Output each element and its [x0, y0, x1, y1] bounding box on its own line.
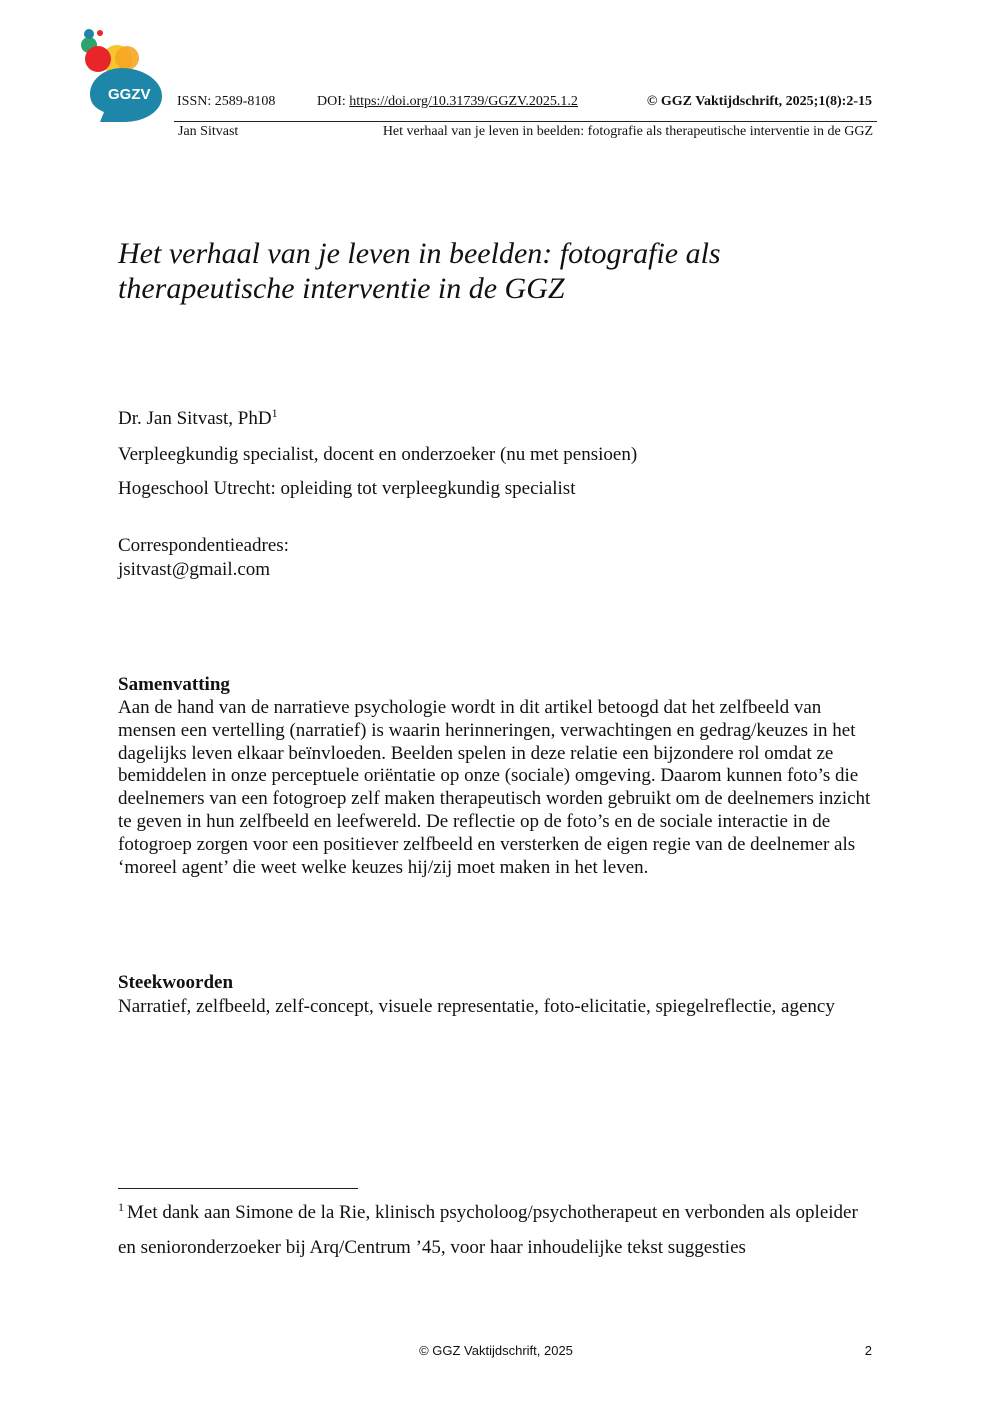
footnote: [118, 1195, 878, 1265]
author-footnote-ref[interactable]: 1: [271, 406, 278, 420]
summary-text: Aan de hand van de narratieve psychologie wordt in dit artikel betoogd dat het zelfbeeld van mensen een vertelling (narratief) is waarin herinneringen, verwachtingen en gedrag/keuzes in het dagelijks leven elkaar beïnvloeden. Beelden spelen in deze relatie een bijzondere rol omdat ze bemiddelen in onze perceptuele oriëntatie op onze (sociale) omgeving. Daarom kunnen foto’s die deelnemers van een fotogroep zelf maken therapeutisch worden gebruikt om de deelnemers inzicht te geven in hun zelfbeeld en leefwereld. De reflectie op de foto’s en de sociale interactie in de fotogroep zorgen voor een positiever zelfbeeld en versterken de eigen regie van de deelnemer als ‘moreel agent’ die weet welke keuzes hij/zij moet maken in het leven.: [118, 697, 871, 878]
doi-label: DOI:: [317, 94, 350, 109]
running-author: Jan Sitvast: [178, 124, 239, 139]
summary-heading: Samenvatting: [118, 674, 230, 695]
footnote-divider: [118, 1188, 358, 1189]
issn: ISSN: 2589-8108: [177, 94, 276, 109]
author-name: [118, 407, 278, 430]
header-divider: [174, 121, 877, 122]
logo-orange-dot: [115, 46, 139, 70]
keywords-text: Narratief, zelfbeeld, zelf-concept, visuele representatie, foto-elicitatie, spiegelreflectie, agency: [118, 996, 835, 1017]
doi-link[interactable]: https://doi.org/10.31739/GGZV.2025.1.2: [349, 94, 578, 109]
journal-copyright: © GGZ Vaktijdschrift, 2025;1(8):2-15: [646, 94, 872, 109]
journal-header: [177, 94, 872, 112]
author-role: Verpleegkundig specialist, docent en onderzoeker (nu met pensioen): [118, 444, 638, 465]
article-title: [118, 236, 838, 306]
page-footer: [0, 1343, 992, 1359]
footer-copyright: © GGZ Vaktijdschrift, 2025: [419, 1343, 573, 1358]
footnote-marker: 1: [118, 1200, 124, 1214]
keywords-heading: Steekwoorden: [118, 972, 234, 993]
doi: [317, 94, 578, 110]
page-number: 2: [864, 1343, 872, 1358]
footnote-text: Met dank aan Simone de la Rie, klinisch psycholoog/psychotherapeut en verbonden als opleider en senioronderzoeker bij Arq/Centrum ’45, voor haar inhoudelijke tekst suggesties: [118, 1202, 858, 1258]
ggzv-logo: [76, 28, 168, 124]
author-name-text: Dr. Jan Sitvast, PhD: [118, 408, 272, 429]
logo-blue-dot: [84, 29, 94, 39]
logo-small-red-dot: [97, 30, 103, 36]
article-title-line1: Het verhaal van je leven in beelden: fotografie als: [118, 237, 721, 270]
logo-text: GGZV: [108, 86, 151, 103]
correspondence-label: Correspondentieadres:: [118, 535, 289, 556]
correspondence-email[interactable]: jsitvast@gmail.com: [118, 559, 271, 580]
running-header: [178, 124, 873, 140]
author-affiliation: Hogeschool Utrecht: opleiding tot verpleegkundig specialist: [118, 478, 576, 499]
running-title: Het verhaal van je leven in beelden: fotografie als therapeutische interventie in de GGZ: [382, 124, 873, 139]
logo-red-dot: [85, 46, 111, 72]
article-title-line2: therapeutische interventie in de GGZ: [118, 272, 565, 305]
